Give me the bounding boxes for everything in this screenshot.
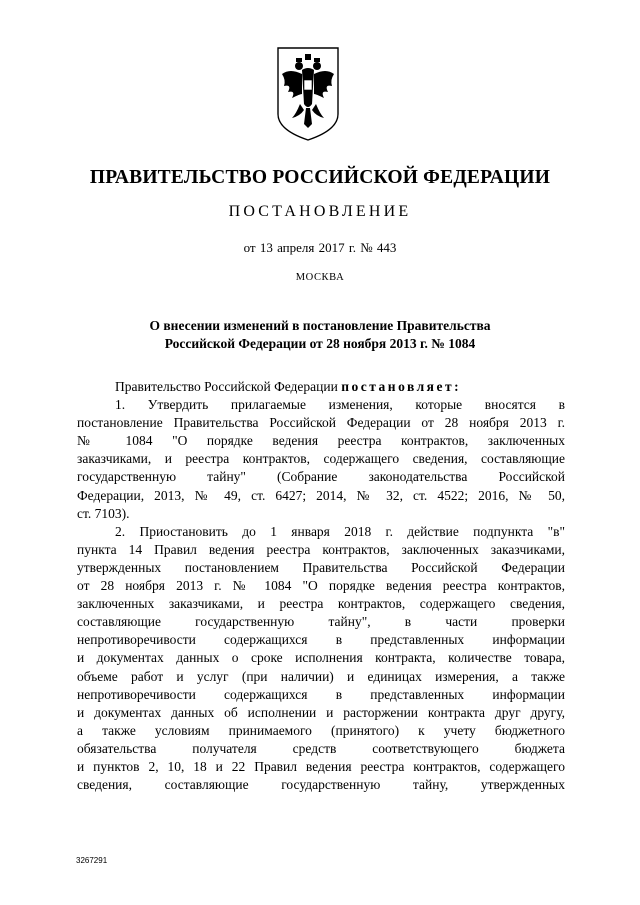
paragraph-2-line: 2. Приостановить до 1 января 2018 г. действие подпункта "в": [115, 523, 565, 539]
paragraph-2-line: обязательства получателя средств соответствующего бюджета: [77, 740, 565, 756]
document-type: ПОСТАНОВЛЕНИЕ: [228, 203, 412, 220]
subject-line: Российской Федерации от 28 ноября 2013 г. № 1084: [164, 336, 476, 351]
paragraph-1-line: заказчиками, и реестра контрактов, содержащего сведения, составляющие: [77, 451, 565, 467]
document-code: 3267291: [76, 856, 108, 865]
paragraph-2-line: и пунктов 2, 10, 18 и 22 Правил ведения реестра контрактов, содержащего: [77, 758, 565, 774]
paragraph-2-line: объеме работ и услуг (при наличии) и единицах измерения, а также: [77, 668, 565, 684]
paragraph-1-line: ст. 7103).: [77, 505, 130, 521]
paragraph-2-line: заключенных заказчиками, и реестра контрактов, содержащего сведения,: [77, 596, 565, 612]
paragraph-2-line: непротиворечивости содержащихся в представленных информации: [77, 632, 565, 648]
paragraph-2-line: утвержденных постановлением Правительства Российской Федерации: [77, 559, 565, 575]
paragraph-2-line: от 28 ноября 2013 г. № 1084 "О порядке ведения реестра контрактов,: [77, 578, 565, 594]
subject-line: О внесении изменений в постановление Правительства: [149, 318, 491, 333]
document-body: [77, 378, 565, 794]
paragraph-2-line: и документах данных об исполнении и расторжении контракта друг другу,: [77, 704, 565, 720]
paragraph-1-line: № 1084 "О порядке ведения реестра контрактов, заключенных: [77, 433, 565, 449]
document-date-number: от 13 апреля 2017 г. № 443: [243, 240, 397, 255]
paragraph-2-line: пункта 14 Правил ведения реестра контрактов, заключенных заказчиками,: [77, 541, 565, 557]
paragraph-1-line: Федерации, 2013, № 49, ст. 6427; 2014, № 32, ст. 4522; 2016, № 50,: [77, 487, 565, 503]
preamble: [77, 378, 565, 396]
paragraph-2-line: составляющие государственную тайну", в части проверки: [77, 614, 565, 630]
coat-of-arms-emblem: [272, 44, 344, 144]
paragraph-2-line: и документах данных о сроке исполнения контракта, количестве товара,: [77, 650, 565, 666]
preamble-decree-word: постановляет:: [341, 379, 462, 394]
paragraph-2-line: сведения, составляющие государственную тайну, утвержденных: [77, 777, 565, 793]
city: МОСКВА: [295, 272, 345, 283]
government-title: ПРАВИТЕЛЬСТВО РОССИЙСКОЙ ФЕДЕРАЦИИ: [89, 167, 551, 188]
paragraph-1-line: государственную тайну" (Собрание законодательства Российской: [77, 469, 565, 485]
document-subject: [120, 317, 520, 353]
preamble-text: Правительство Российской Федерации: [115, 379, 338, 394]
paragraph-2-line: а также условиям принимаемого (принятого) к учету бюджетного: [77, 722, 565, 738]
paragraph-1-line: постановление Правительства Российской Федерации от 28 ноября 2013 г.: [77, 415, 565, 431]
paragraph-1-line: 1. Утвердить прилагаемые изменения, которые вносятся в: [115, 397, 565, 413]
paragraph-2-line: непротиворечивости содержащихся в представленных информации: [77, 686, 565, 702]
